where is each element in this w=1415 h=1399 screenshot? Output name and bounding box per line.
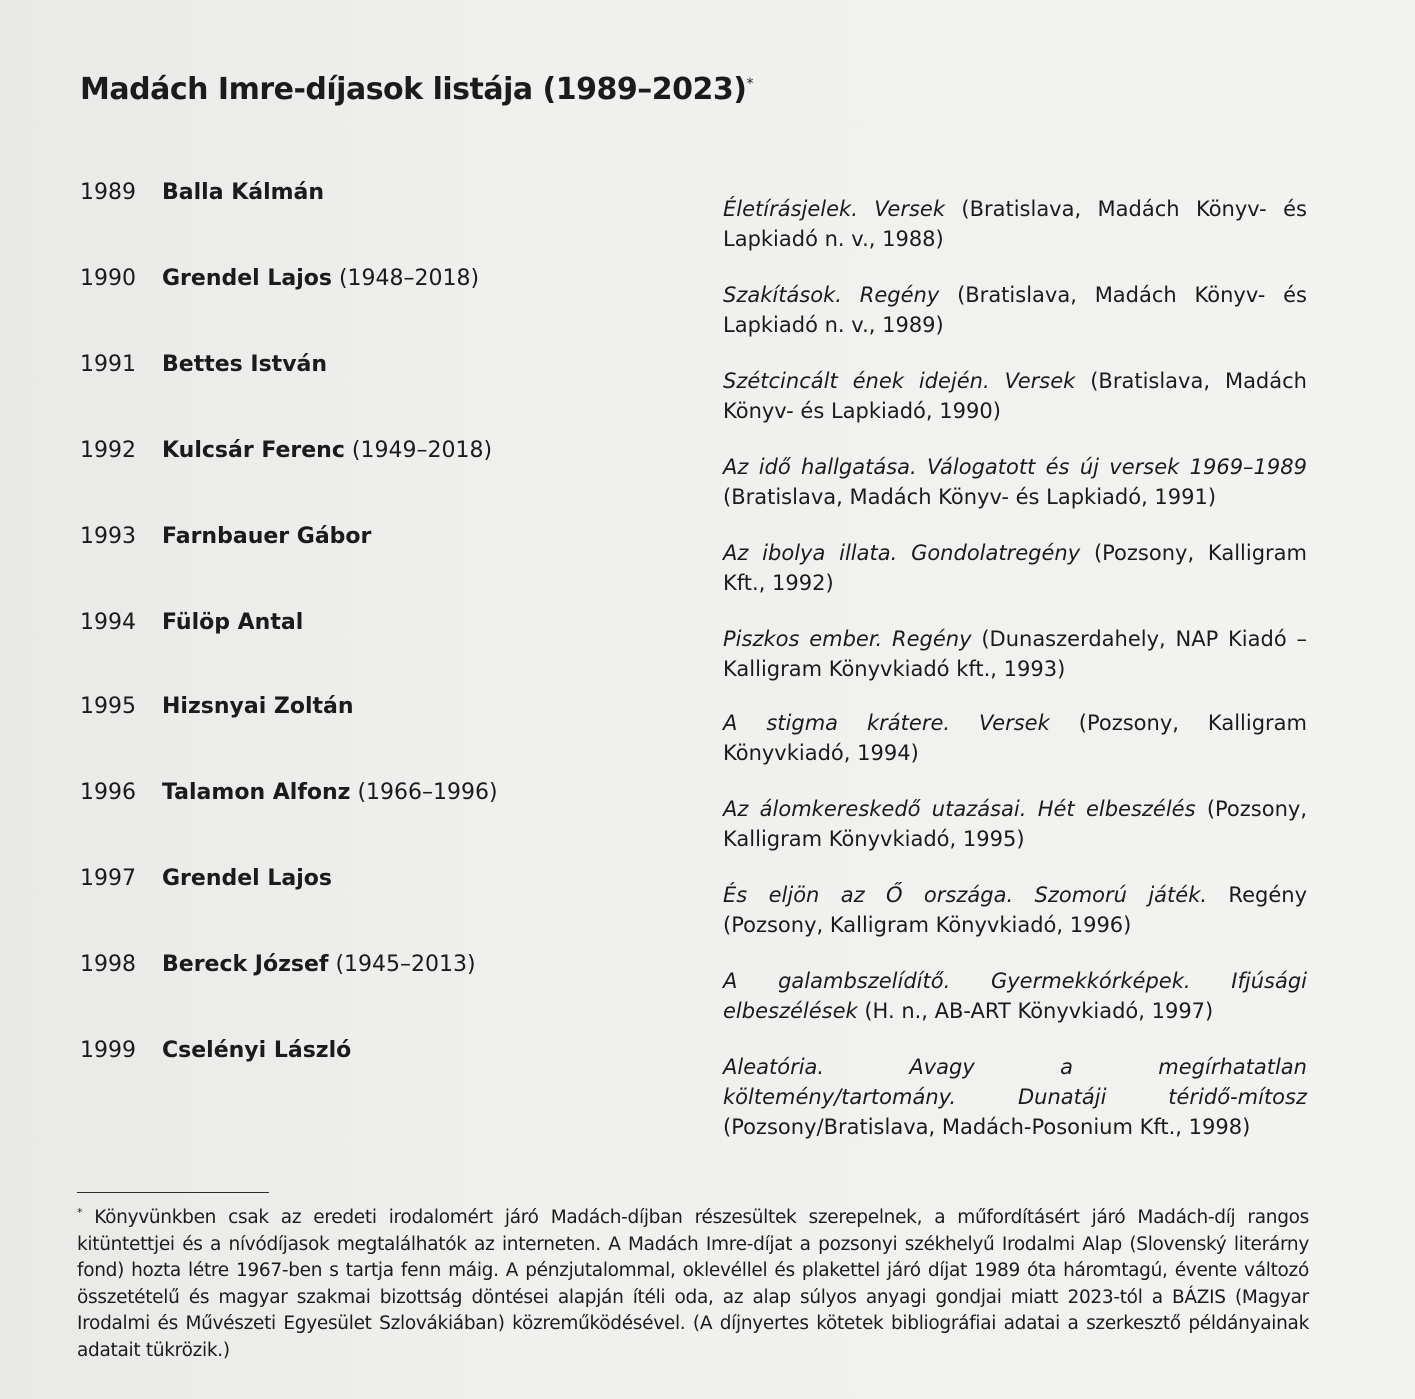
laureate-name: Talamon Alfonz — [162, 780, 351, 805]
book-title: Az ibolya illata. Gondolatregény — [723, 541, 1081, 565]
laureate-name: Bettes István — [162, 352, 328, 377]
award-year: 1996 — [80, 780, 136, 805]
laureate-name: Balla Kálmán — [162, 180, 325, 205]
laureate-name: Bereck József — [162, 952, 329, 977]
book-info: (Bratislava, Madách Könyv- és Lapkiadó, 1991) — [723, 485, 1217, 509]
laureate-dates: (1948–2018) — [331, 266, 480, 291]
book-title: Piszkos ember. Regény — [723, 627, 972, 651]
footnote-text: Könyvünkben csak az eredeti irodalomért járó Madách-díjban részesültek szerepelnek, a műfordításért járó Madách-díj rangos kitüntettjei és a nívódíjasok megtalálhatók az interneten. A Madách Imre-díjat a pozsonyi székhelyű Irodalmi Alap (Slovenský literárny fond) hozta létre 1967-ben s tartja fenn máig. A pénzjutalommal, oklevéllel és plakettel járó díjat 1989 óta háromtagú, évente változó összetételű és magyar szakmai bizottság döntései alapján ítéli oda, az alap súlyos anyagi gondjai miatt 2023-tól a BÁZIS (Magyar Irodalmi és Művészeti Egyesület Szlovákiában) közreműködésével. (A díjnyertes kötetek bibliográfiai adatai a szerkesztő példányainak adatait tükrözik.) — [77, 1207, 1309, 1361]
page-title — [80, 72, 753, 107]
laureate-name: Cselényi László — [162, 1038, 352, 1063]
awarded-book — [723, 1052, 1307, 1142]
book-title: Szakítások. Regény — [723, 283, 940, 307]
footnote-mark: * — [77, 1206, 83, 1219]
laureate-dates: (1945–2013) — [328, 952, 476, 977]
book-title: Az álomkereskedő utazásai. Hét elbeszélés — [723, 797, 1196, 821]
awarded-book — [723, 280, 1307, 340]
book-title: Az idő hallgatása. Válogatott és új versek 1969–1989 — [723, 455, 1307, 479]
laureate-name: Grendel Lajos — [162, 266, 332, 291]
laureate-name: Kulcsár Ferenc — [162, 438, 345, 463]
book-info: (Pozsony/Bratislava, Madách-Posonium Kft., 1998) — [723, 1115, 1251, 1139]
award-year: 1993 — [80, 524, 136, 549]
laureate — [162, 952, 476, 977]
book-title: A galambszelídítő. Gyermekkórképek. Ifjúsági elbeszélések — [723, 969, 1307, 1023]
book-info: (Pozsony, Kalligram Könyvkiadó, 1995) — [723, 797, 1307, 851]
awarded-book — [723, 794, 1307, 854]
laureate — [162, 352, 327, 377]
laureate — [162, 694, 354, 719]
award-year: 1994 — [80, 610, 136, 635]
award-year: 1997 — [80, 866, 136, 891]
book-title: Szétcincált ének idején. Versek — [723, 369, 1076, 393]
award-year: 1990 — [80, 266, 136, 291]
laureate — [162, 524, 371, 549]
award-year: 1989 — [80, 180, 136, 205]
award-year: 1995 — [80, 694, 136, 719]
awarded-book — [723, 708, 1307, 768]
award-year: 1991 — [80, 352, 136, 377]
book-info: (Bratislava, Madách Könyv- és Lapkiadó n. v., 1988) — [723, 197, 1307, 251]
book-info: (Pozsony, Kalligram Kft., 1992) — [723, 541, 1307, 595]
book-info: (Bratislava, Madách Könyv- és Lapkiadó, 1990) — [723, 369, 1307, 423]
laureate-name: Grendel Lajos — [162, 866, 332, 891]
laureate-dates: (1966–1996) — [350, 780, 498, 805]
laureate — [162, 610, 303, 635]
title-text: Madách Imre-díjasok listája (1989–2023) — [80, 72, 747, 107]
awarded-book — [723, 452, 1307, 512]
awarded-book — [723, 880, 1307, 940]
awarded-book — [723, 966, 1307, 1026]
laureate — [162, 180, 324, 205]
laureate-name: Fülöp Antal — [162, 610, 304, 635]
award-year: 1998 — [80, 952, 136, 977]
book-info: (Bratislava, Madách Könyv- és Lapkiadó n. v., 1989) — [723, 283, 1307, 337]
book-info: (Pozsony, Kalligram Könyvkiadó, 1994) — [723, 711, 1307, 765]
book-title: És eljön az Ő országa. Szomorú játék. — [723, 883, 1208, 907]
laureate-dates: (1949–2018) — [344, 438, 493, 463]
awarded-book — [723, 366, 1307, 426]
laureate — [162, 1038, 351, 1063]
awarded-book — [723, 538, 1307, 598]
title-footnote-mark: * — [746, 76, 753, 92]
laureate — [162, 780, 498, 805]
award-year: 1992 — [80, 438, 136, 463]
book-title: Aleatória. Avagy a megírhatatlan költemény/tartomány. Dunatáji téridő-mítosz — [723, 1055, 1307, 1109]
book-title: Életírásjelek. Versek — [723, 197, 945, 221]
book-info: Regény (Pozsony, Kalligram Könyvkiadó, 1996) — [723, 883, 1307, 937]
footnote — [77, 1200, 1309, 1364]
footnote-divider — [77, 1192, 269, 1193]
book-info: (H. n., AB-ART Könyvkiadó, 1997) — [857, 999, 1214, 1023]
awarded-book — [723, 624, 1307, 684]
award-year: 1999 — [80, 1038, 136, 1063]
laureate-name: Hizsnyai Zoltán — [162, 694, 354, 719]
laureate-name: Farnbauer Gábor — [162, 524, 372, 549]
awarded-book — [723, 194, 1307, 254]
book-title: A stigma krátere. Versek — [723, 711, 1050, 735]
laureate — [162, 866, 332, 891]
laureate — [162, 266, 479, 291]
laureate — [162, 438, 492, 463]
book-info: (Dunaszerdahely, NAP Kiadó – Kalligram Könyvkiadó kft., 1993) — [723, 627, 1307, 681]
